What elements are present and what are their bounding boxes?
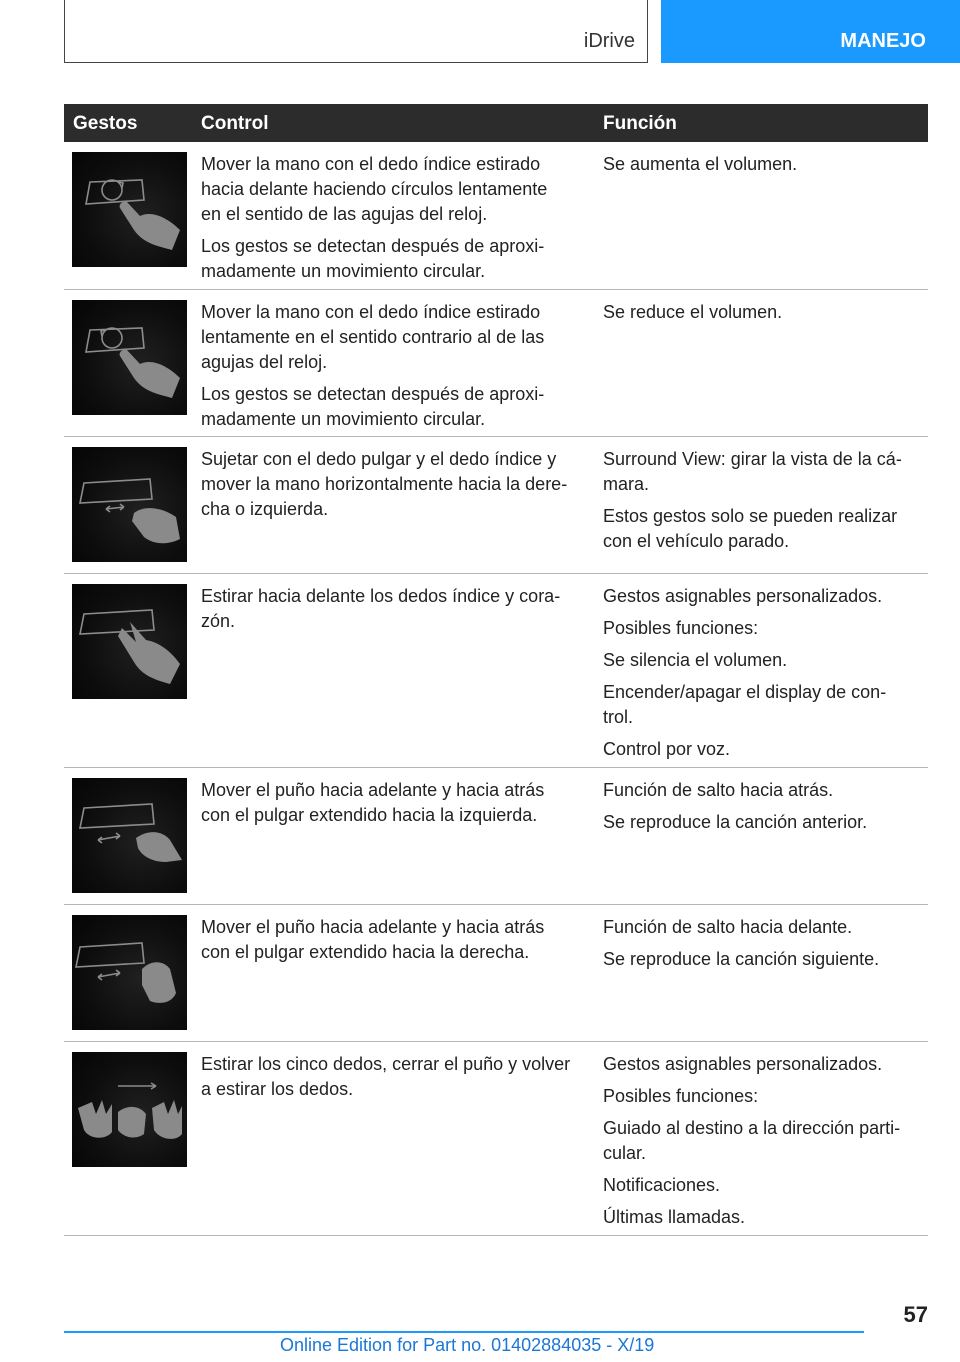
function-text: Se reproduce la canción siguiente.: [603, 949, 880, 969]
table-row: [64, 142, 928, 290]
function-text: Estos gestos solo se pueden realizar con el vehículo parado.: [603, 506, 898, 551]
gesture-circle-counterclockwise-icon: [72, 300, 187, 415]
column-header-funcion: Función: [603, 113, 677, 134]
function-cell: [603, 300, 923, 332]
control-text: Mover la mano con el dedo índice estirado hacia delante haciendo círculos lentamente en el sentido de las agujas del reloj.: [201, 154, 548, 224]
control-cell: [201, 447, 593, 529]
function-text: Surround View: girar la vista de la cá- mara.: [603, 449, 902, 494]
footer-divider: [64, 1331, 864, 1333]
table-row: [64, 905, 928, 1042]
function-text: Función de salto hacia atrás.: [603, 780, 834, 800]
function-text: Se reproduce la canción anterior.: [603, 812, 868, 832]
control-cell: [201, 152, 593, 291]
table-row: [64, 574, 928, 768]
gesture-pinch-swipe-icon: [72, 447, 187, 562]
function-text: Gestos asignables personalizados.: [603, 1054, 883, 1074]
function-text: Gestos asignables personalizados.: [603, 586, 883, 606]
table-row: [64, 437, 928, 574]
function-cell: [603, 152, 923, 184]
table-row: [64, 1042, 928, 1236]
function-cell: [603, 915, 923, 979]
gesture-thumb-right-icon: [72, 915, 187, 1030]
control-cell: [201, 915, 593, 972]
function-text: Encender/apagar el display de con- trol.: [603, 682, 887, 727]
function-text: Notificaciones.: [603, 1175, 721, 1195]
table-row: [64, 290, 928, 437]
control-cell: [201, 1052, 593, 1109]
control-text: Sujetar con el dedo pulgar y el dedo índice y mover la mano horizontalmente hacia la dere- cha o izquierda.: [201, 449, 568, 519]
function-text: Posibles funciones:: [603, 1086, 759, 1106]
function-text: Se aumenta el volumen.: [603, 154, 798, 174]
control-text: Mover el puño hacia adelante y hacia atrás con el pulgar extendido hacia la izquierda.: [201, 780, 545, 825]
control-text: Estirar los cinco dedos, cerrar el puño y volver a estirar los dedos.: [201, 1054, 571, 1099]
function-text: Control por voz.: [603, 739, 731, 759]
function-text: Se silencia el volumen.: [603, 650, 788, 670]
gesture-circle-clockwise-icon: [72, 152, 187, 267]
control-text: Los gestos se detectan después de aproxi- madamente un movimiento circular.: [201, 236, 545, 281]
function-cell: [603, 778, 923, 842]
control-text: Los gestos se detectan después de aproxi- madamente un movimiento circular.: [201, 384, 545, 429]
header-section-box: [64, 0, 648, 63]
gesture-open-fist-open-icon: [72, 1052, 187, 1167]
function-cell: [603, 447, 923, 561]
function-text: Se reduce el volumen.: [603, 302, 783, 322]
function-text: Guiado al destino a la dirección parti- cular.: [603, 1118, 901, 1163]
column-header-control: Control: [201, 113, 269, 134]
control-cell: [201, 300, 593, 439]
gestures-table: [64, 104, 928, 1236]
column-header-gestos: Gestos: [73, 113, 138, 134]
header-chapter-title: MANEJO: [840, 30, 926, 52]
function-cell: [603, 584, 923, 769]
function-text: Función de salto hacia delante.: [603, 917, 853, 937]
gesture-thumb-left-icon: [72, 778, 187, 893]
table-header: [64, 104, 928, 142]
page-number: 57: [903, 1302, 928, 1327]
header-section-title: iDrive: [583, 30, 635, 52]
function-cell: [603, 1052, 923, 1237]
gesture-two-fingers-icon: [72, 584, 187, 699]
footer-edition-link[interactable]: Online Edition for Part no. 01402884035 - X/19: [280, 1335, 655, 1355]
control-text: Estirar hacia delante los dedos índice y cora- zón.: [201, 586, 561, 631]
control-cell: [201, 584, 593, 641]
table-row: [64, 768, 928, 905]
control-text: Mover la mano con el dedo índice estirado lentamente en el sentido contrario al de las agujas del reloj.: [201, 302, 545, 372]
function-text: Posibles funciones:: [603, 618, 759, 638]
header-chapter-tab: [661, 0, 960, 63]
control-text: Mover el puño hacia adelante y hacia atrás con el pulgar extendido hacia la derecha.: [201, 917, 545, 962]
control-cell: [201, 778, 593, 835]
function-text: Últimas llamadas.: [603, 1207, 746, 1227]
